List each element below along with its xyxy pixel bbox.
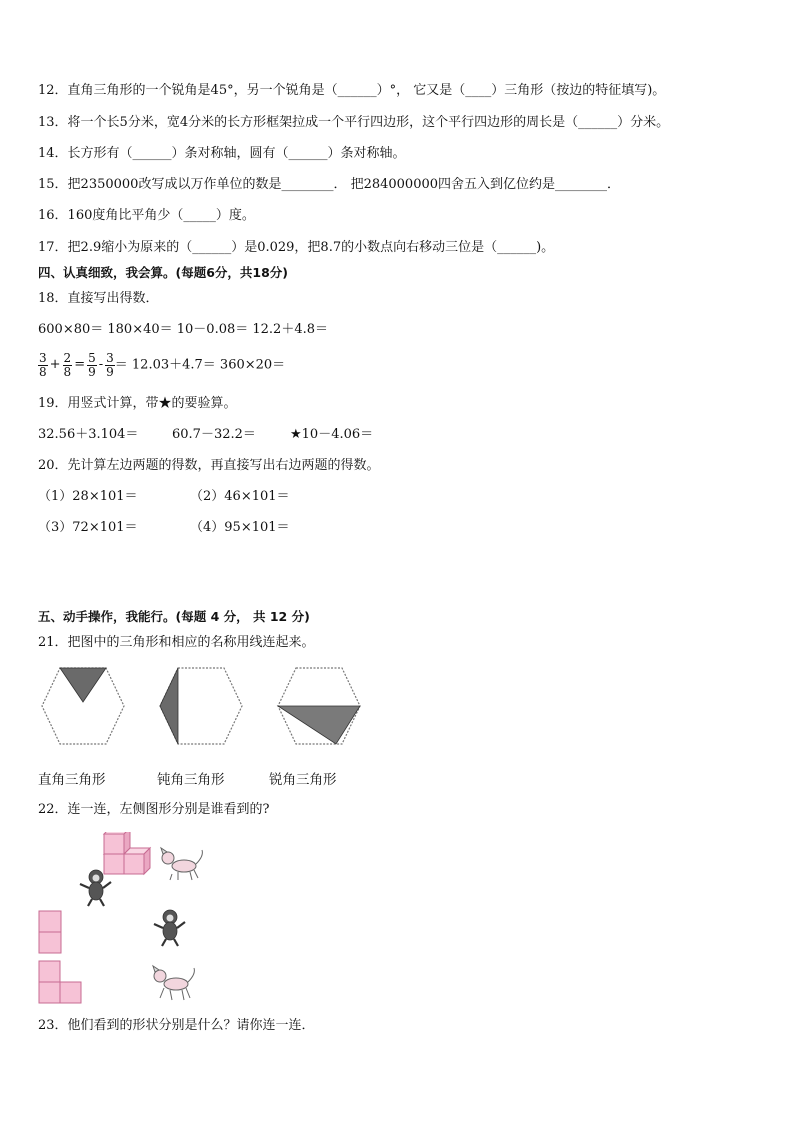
question-20-item-4: （4）95×101＝ <box>190 520 290 535</box>
question-19: 19．用竖式计算，带★的要验算。 <box>38 396 237 411</box>
question-19-item-2: 60.7－32.2＝ <box>172 427 256 442</box>
fraction-3-9: $\frac{3}{9}$ <box>106 350 114 379</box>
question-12: 12．直角三角形的一个锐角是45°，另一个锐角是（______）°， 它又是（____）三角形（按边的特征填写)。 <box>38 83 666 98</box>
question-19-item-1: 32.56＋3.104＝ <box>38 427 139 442</box>
dog-icon <box>150 964 200 1004</box>
fraction-5-9: $\frac{5}{9}$ <box>88 350 96 379</box>
question-20: 20．先计算左边两题的得数，再直接写出右边两题的得数。 <box>38 458 380 473</box>
hexagon-acute-triangle-figure <box>274 664 364 748</box>
label-acute-triangle: 锐角三角形 <box>269 772 337 788</box>
label-right-triangle: 直角三角形 <box>38 772 106 788</box>
hexagon-obtuse-triangle-figure <box>156 664 246 748</box>
question-23: 23．他们看到的形状分别是什么？请你连一连． <box>38 1018 315 1033</box>
label-obtuse-triangle: 钝角三角形 <box>157 772 225 788</box>
question-20-item-2: （2）46×101＝ <box>190 489 290 504</box>
question-16: 16．160度角比平角少（_____）度。 <box>38 208 255 223</box>
question-13: 13．将一个长5分米，宽4分米的长方形框架拉成一个平行四边形，这个平行四边形的周长是（______）分米。 <box>38 115 670 130</box>
fraction-3-8: $\frac{3}{8}$ <box>39 350 47 379</box>
monkey-icon <box>150 908 190 948</box>
question-22: 22．连一连，左侧图形分别是谁看到的? <box>38 802 270 817</box>
question-20-item-3: （3）72×101＝ <box>38 520 138 535</box>
question-21: 21．把图中的三角形和相应的名称用线连起来。 <box>38 635 315 650</box>
monkey-icon <box>76 868 116 908</box>
view-l-shape <box>38 960 84 1006</box>
question-18: 18．直接写出得数． <box>38 291 159 306</box>
section-4-heading: 四、认真细致，我会算。(每题6分，共18分) <box>38 265 289 280</box>
question-20-item-1: （1）28×101＝ <box>38 489 138 504</box>
question-18-row-1: 600×80＝ 180×40＝ 10－0.08＝ 12.2＋4.8＝ <box>38 322 328 337</box>
question-19-item-3: ★10－4.06＝ <box>290 427 374 442</box>
question-18-row-2: $\frac{3}{8}$ + $\frac{2}{8}$ = $\frac{5}{9}$ - $\frac{3}{9}$ ＝ 12.03＋4.7＝ 360×20＝ <box>39 350 286 379</box>
question-14: 14．长方形有（______）条对称轴，圆有（______）条对称轴。 <box>38 146 406 161</box>
section-5-heading: 五、动手操作，我能行。(每题 4 分， 共 12 分) <box>38 609 310 624</box>
hexagon-right-triangle-figure <box>38 664 128 748</box>
question-17: 17．把2.9缩小为原来的（______）是0.029，把8.7的小数点向右移动三位是（______)。 <box>38 240 555 255</box>
fraction-2-8: $\frac{2}{8}$ <box>63 350 72 379</box>
question-15: 15．把2350000改写成以万作单位的数是________． 把284000000四舍五入到亿位约是________． <box>38 177 621 192</box>
dog-icon <box>158 846 208 882</box>
view-two-squares-vertical <box>38 910 64 956</box>
